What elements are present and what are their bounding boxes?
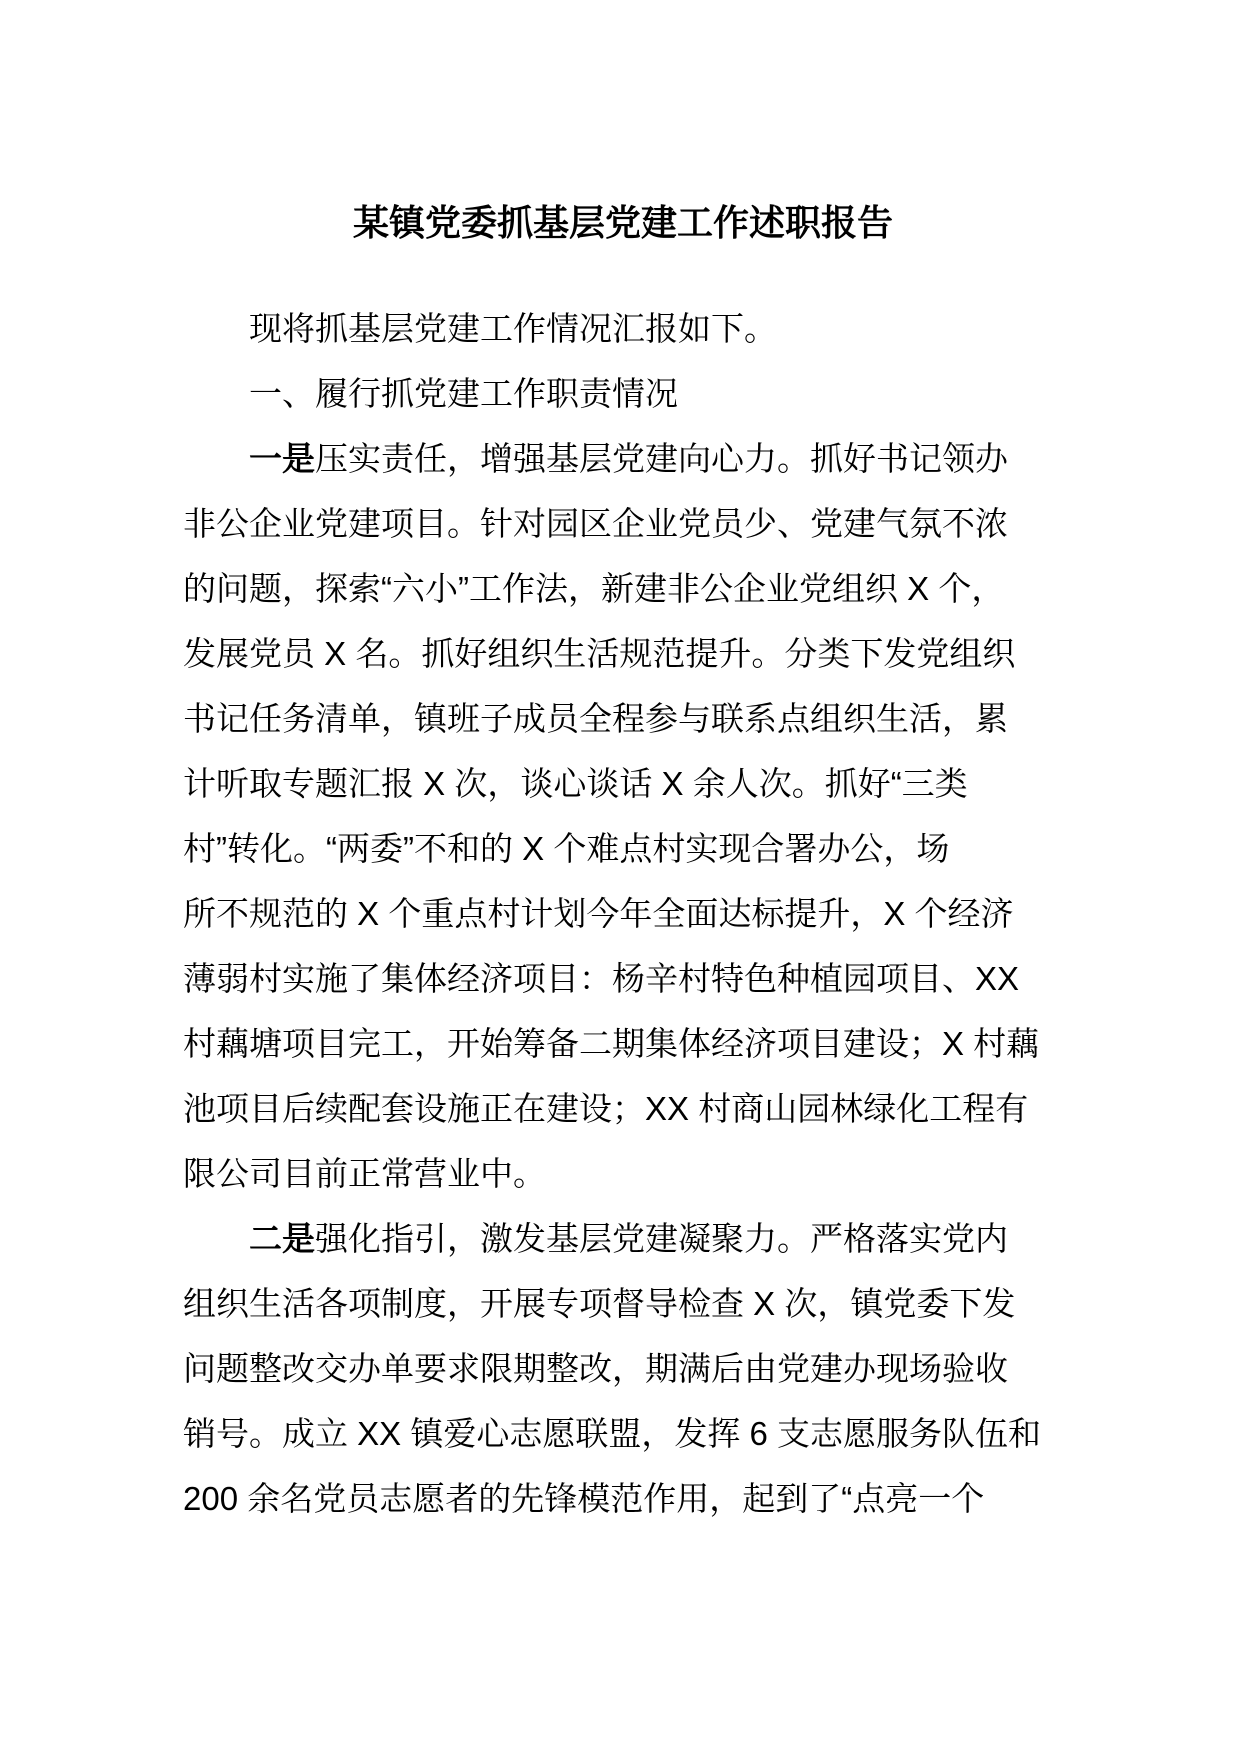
text-segment: 压实责任，增强基层党建向心力。抓好书记领办 bbox=[315, 439, 1008, 477]
text-line bbox=[183, 1206, 1063, 1271]
text-segment: 村藕塘项目完工，开始筹备二期集体经济项目建设；X 村藕 bbox=[183, 1024, 1040, 1062]
text-line bbox=[183, 491, 1063, 556]
text-line bbox=[183, 361, 1063, 426]
text-segment: 一、履行抓党建工作职责情况 bbox=[249, 374, 678, 412]
text-segment: 强化指引，激发基层党建凝聚力。严格落实党内 bbox=[315, 1219, 1008, 1257]
text-segment: 限公司目前正常营业中。 bbox=[183, 1154, 546, 1192]
text-line bbox=[183, 816, 1063, 881]
bold-text-segment: 一是 bbox=[249, 439, 315, 477]
text-line bbox=[183, 621, 1063, 686]
text-line bbox=[183, 881, 1063, 946]
text-segment: 200 余名党员志愿者的先锋模范作用，起到了“点亮一个 bbox=[183, 1479, 985, 1517]
text-segment: 的问题，探索“六小”工作法，新建非公企业党组织 X 个， bbox=[183, 569, 1005, 607]
text-line bbox=[183, 751, 1063, 816]
document-content bbox=[183, 0, 1063, 1531]
text-line bbox=[183, 1336, 1063, 1401]
text-segment: 非公企业党建项目。针对园区企业党员少、党建气氛不浓 bbox=[183, 504, 1008, 542]
text-line bbox=[183, 946, 1063, 1011]
text-segment: 组织生活各项制度，开展专项督导检查 X 次，镇党委下发 bbox=[183, 1284, 1016, 1322]
text-line bbox=[183, 1011, 1063, 1076]
text-line bbox=[183, 556, 1063, 621]
text-segment: 现将抓基层党建工作情况汇报如下。 bbox=[249, 309, 777, 347]
text-line bbox=[183, 1141, 1063, 1206]
text-line bbox=[183, 1076, 1063, 1141]
text-segment: 问题整改交办单要求限期整改，期满后由党建办现场验收 bbox=[183, 1349, 1008, 1387]
text-line bbox=[183, 426, 1063, 491]
text-segment: 池项目后续配套设施正在建设；XX 村商山园林绿化工程有 bbox=[183, 1089, 1029, 1127]
text-line bbox=[183, 1271, 1063, 1336]
text-line bbox=[183, 1466, 1063, 1531]
document-body bbox=[183, 296, 1063, 1531]
text-segment: 村”转化。“两委”不和的 X 个难点村实现合署办公，场 bbox=[183, 829, 950, 867]
document-title: 某镇党委抓基层党建工作述职报告 bbox=[352, 202, 893, 243]
text-segment: 所不规范的 X 个重点村计划今年全面达标提升，X 个经济 bbox=[183, 894, 1014, 932]
bold-text-segment: 二是 bbox=[249, 1219, 315, 1257]
text-segment: 发展党员 X 名。抓好组织生活规范提升。分类下发党组织 bbox=[183, 634, 1016, 672]
text-line bbox=[183, 686, 1063, 751]
text-line bbox=[183, 296, 1063, 361]
text-line bbox=[183, 1401, 1063, 1466]
text-segment: 计听取专题汇报 X 次，谈心谈话 X 余人次。抓好“三类 bbox=[183, 764, 968, 802]
text-segment: 销号。成立 XX 镇爱心志愿联盟，发挥 6 支志愿服务队伍和 bbox=[183, 1414, 1042, 1452]
text-segment: 薄弱村实施了集体经济项目：杨辛村特色种植园项目、XX bbox=[183, 959, 1020, 997]
text-segment: 书记任务清单，镇班子成员全程参与联系点组织生活，累 bbox=[183, 699, 1008, 737]
